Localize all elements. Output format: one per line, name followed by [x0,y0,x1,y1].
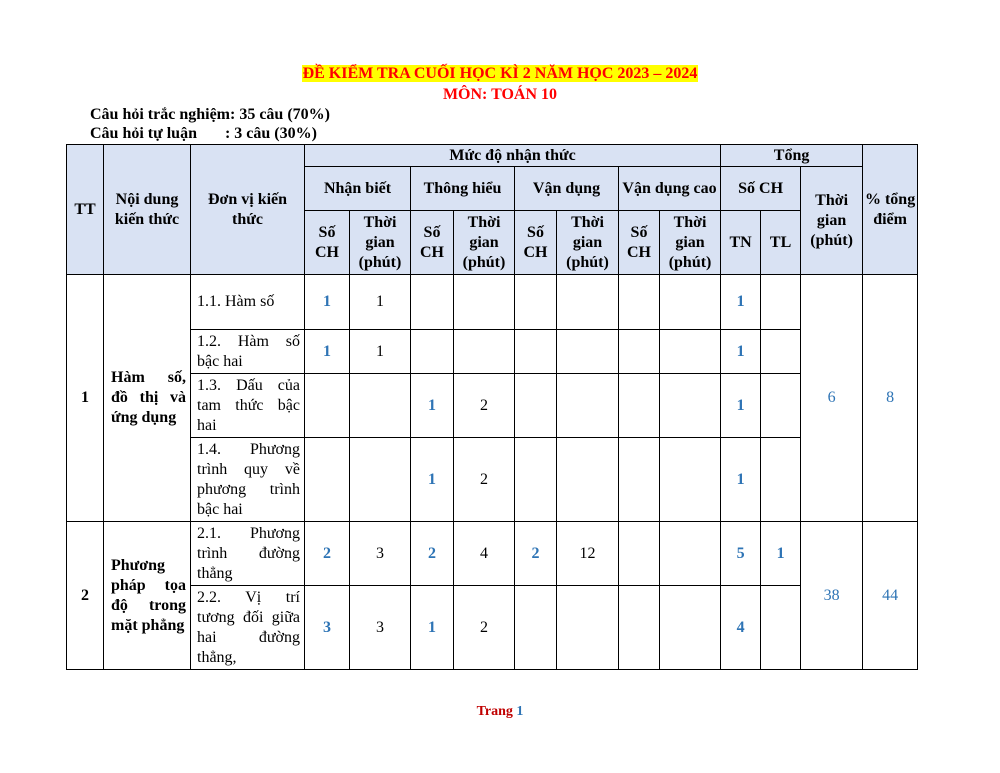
cell-tl [761,275,801,330]
header-time: Thời gian (phút) [660,211,721,275]
header-time: Thời gian (phút) [557,211,619,275]
row-tt: 2 [67,522,104,670]
cell-nb-ch: 1 [305,275,350,330]
header-tl: TL [761,211,801,275]
cell-nb-ch [305,374,350,438]
cell-tl [761,374,801,438]
header-soch: Số CH [619,211,660,275]
cell-vdc-ch [619,330,660,374]
cell-vdc-ch [619,275,660,330]
exam-matrix-table [66,144,918,670]
cell-tl [761,438,801,522]
cell-vd-time [557,330,619,374]
cell-tl: 1 [761,522,801,586]
row-unit: 1.3. Dấu của tam thức bậc hai [191,374,305,438]
table-row [67,275,918,330]
cell-tn: 1 [721,438,761,522]
row-unit: 2.1. Phương trình đường thẳng [191,522,305,586]
row-content: Hàm số, đồ thị và ứng dụng [104,275,191,522]
cell-vdc-time [660,330,721,374]
cell-vd-ch: 2 [515,522,557,586]
cell-th-time: 4 [454,522,515,586]
cell-vdc-ch [619,586,660,670]
cell-tl [761,586,801,670]
cell-nb-ch: 2 [305,522,350,586]
cell-vdc-time [660,522,721,586]
cell-tl [761,330,801,374]
cell-total-time: 38 [801,522,863,670]
cell-vd-ch [515,438,557,522]
header-tn: TN [721,211,761,275]
cell-vdc-time [660,374,721,438]
cell-nb-time: 3 [350,586,411,670]
cell-tn: 1 [721,275,761,330]
header-content: Nội dung kiến thức [104,145,191,275]
row-unit: 2.2. Vị trí tương đối giữa hai đường thẳng, [191,586,305,670]
table-row [67,522,918,586]
cell-nb-ch [305,438,350,522]
cell-th-time [454,275,515,330]
cell-nb-time [350,374,411,438]
row-tt: 1 [67,275,104,522]
table-row [67,438,918,522]
cell-tn: 4 [721,586,761,670]
header-soch: Số CH [305,211,350,275]
cell-vd-ch [515,275,557,330]
header-time: Thời gian (phút) [350,211,411,275]
cell-th-ch: 1 [411,586,454,670]
cell-th-time: 2 [454,438,515,522]
cell-vd-ch [515,586,557,670]
cell-tn: 1 [721,374,761,438]
cell-nb-time: 3 [350,522,411,586]
header-soch-total: Số CH [721,167,801,211]
table-row [67,330,918,374]
cell-percent: 44 [863,522,918,670]
cell-th-ch: 1 [411,438,454,522]
table-row [67,374,918,438]
cell-th-ch [411,275,454,330]
exam-title: ĐỀ KIỂM TRA CUỐI HỌC KÌ 2 NĂM HỌC 2023 – 2024 [302,65,698,82]
table-row [67,586,918,670]
header-time-total: Thời gian (phút) [801,167,863,275]
cell-nb-time: 1 [350,275,411,330]
cell-vdc-ch [619,374,660,438]
cell-vdc-time [660,275,721,330]
cell-th-time: 2 [454,374,515,438]
cell-vd-ch [515,374,557,438]
cell-vd-time [557,586,619,670]
mc-questions-line: Câu hỏi trắc nghiệm: 35 câu (70%) [90,106,330,123]
cell-th-time: 2 [454,586,515,670]
cell-vdc-time [660,586,721,670]
header-levels: Mức độ nhận thức [305,145,721,167]
row-unit: 1.1. Hàm số [191,275,305,330]
cell-vd-time [557,275,619,330]
header-van-dung-cao: Vận dụng cao [619,167,721,211]
header-soch: Số CH [411,211,454,275]
header-thong-hieu: Thông hiểu [411,167,515,211]
header-time: Thời gian (phút) [454,211,515,275]
page-label: Trang [476,704,513,719]
page-number: 1 [516,704,524,719]
cell-vd-ch [515,330,557,374]
cell-th-ch [411,330,454,374]
cell-nb-time [350,438,411,522]
cell-percent: 8 [863,275,918,522]
header-percent: % tổng điểm [863,145,918,275]
cell-nb-ch: 3 [305,586,350,670]
header-tt: TT [67,145,104,275]
header-soch: Số CH [515,211,557,275]
row-unit: 1.4. Phương trình quy về phương trình bậc hai [191,438,305,522]
subject-title: MÔN: TOÁN 10 [442,86,558,103]
header-van-dung: Vận dụng [515,167,619,211]
cell-nb-ch: 1 [305,330,350,374]
cell-vdc-ch [619,438,660,522]
cell-vdc-time [660,438,721,522]
essay-questions-line: Câu hỏi tự luận : 3 câu (30%) [90,125,317,142]
cell-vd-time: 12 [557,522,619,586]
cell-vd-time [557,374,619,438]
header-nhan-biet: Nhận biết [305,167,411,211]
cell-th-time [454,330,515,374]
page-footer [0,704,1000,720]
cell-vdc-ch [619,522,660,586]
row-content: Phương pháp tọa độ trong mặt phẳng [104,522,191,670]
row-unit: 1.2. Hàm số bậc hai [191,330,305,374]
cell-vd-time [557,438,619,522]
cell-th-ch: 2 [411,522,454,586]
cell-total-time: 6 [801,275,863,522]
cell-th-ch: 1 [411,374,454,438]
cell-tn: 1 [721,330,761,374]
cell-nb-time: 1 [350,330,411,374]
header-total: Tổng [721,145,863,167]
cell-tn: 5 [721,522,761,586]
header-unit: Đơn vị kiến thức [191,145,305,275]
